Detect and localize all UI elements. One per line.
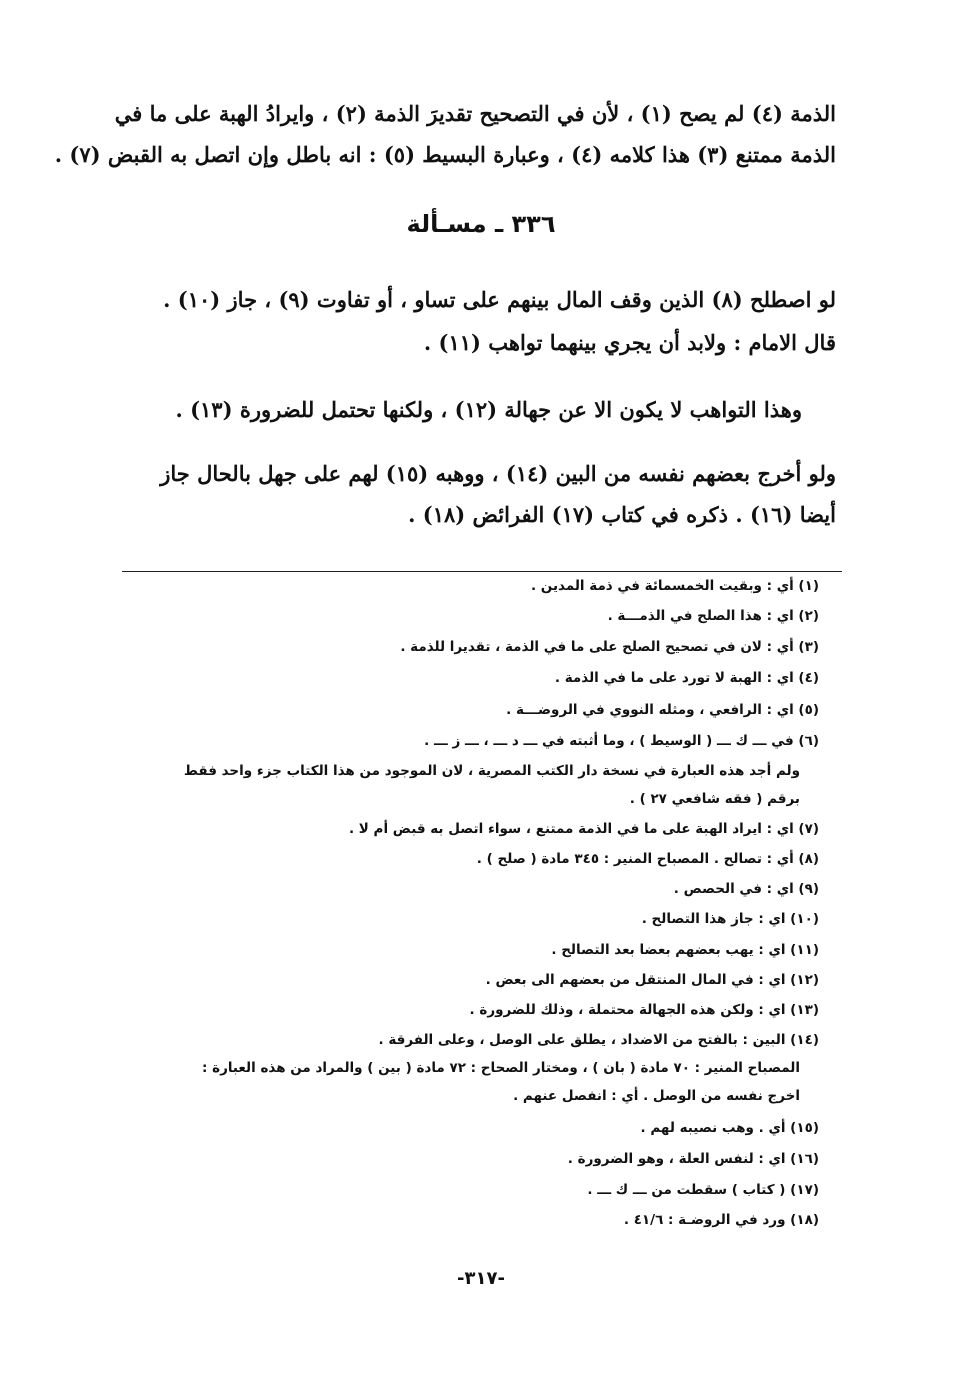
- footnote-7: (٧) اي : ايراد الهبة على ما في الذمة ممتنع ، سواء اتصل به قبض أم لا .: [348, 821, 819, 837]
- footnote-15: (١٥) أي . وهب نصيبه لهم .: [640, 1120, 819, 1136]
- paragraph-4-line-1: ولو أخرج بعضهم نفسه من البين (١٤) ، ووهبه (١٥) لهم على جهل بالحال جاز: [160, 461, 836, 486]
- footnote-6: (٦) في ـــ ك ـــ ( الوسيط ) ، وما أثبته في ـــ د ـــ ، ـــ ز ـــ .: [424, 733, 819, 749]
- footnote-11: (١١) اي : يهب بعضهم بعضا بعد التصالح .: [551, 942, 819, 958]
- footnote-3: (٣) أي : لان في تصحيح الصلح على ما في الذمة ، تقديرا للذمة .: [400, 639, 819, 655]
- footnote-14-continuation-2: اخرج نفسه من الوصل . أي : انفصل عنهم .: [513, 1088, 800, 1104]
- footnote-12: (١٢) اي : في المال المنتقل من بعضهم الى بعض .: [485, 972, 819, 988]
- footnote-14-continuation-1: المصباح المنير : ٧٠ مادة ( بان ) ، ومختار الصحاح : ٧٢ مادة ( بين ) والمراد من هذه العبارة :: [202, 1060, 800, 1076]
- footnote-4: (٤) اي : الهبة لا تورد على ما في الذمة .: [554, 670, 819, 686]
- footnote-13: (١٣) اي : ولكن هذه الجهالة محتملة ، وذلك للضرورة .: [469, 1002, 819, 1018]
- footnote-5: (٥) اي : الرافعي ، ومثله النووي في الروضـــة .: [506, 702, 819, 718]
- page-number: -٣١٧-: [457, 1268, 505, 1289]
- footnote-9: (٩) اي : في الحصص .: [673, 881, 819, 897]
- footnote-14: (١٤) البين : بالفتح من الاضداد ، يطلق على الوصل ، وعلى الفرقة .: [378, 1032, 819, 1048]
- footnote-6-continuation-1: ولم أجد هذه العبارة في نسخة دار الكتب المصرية ، لان الموجود من هذا الكتاب جزء واحد فقط: [183, 763, 800, 779]
- paragraph-2-line-2: قال الامام : ولابد أن يجري بينهما تواهب (١١) .: [423, 330, 836, 355]
- footnote-17: (١٧) ( كتاب ) سقطت من ـــ ك ـــ .: [587, 1182, 819, 1198]
- section-heading: ٣٣٦ ـ مسـألة: [406, 210, 556, 238]
- footnote-8: (٨) أي : تصالح . المصباح المنير : ٣٤٥ مادة ( صلح ) .: [476, 851, 819, 867]
- footnote-2: (٢) اي : هذا الصلح في الذمـــة .: [607, 608, 819, 624]
- footnote-6-continuation-2: برقم ( فقه شافعي ٢٧ ) .: [629, 791, 800, 807]
- footnote-18: (١٨) ورد في الروضـة : ٤١/٦ .: [623, 1212, 819, 1228]
- paragraph-4-line-2: أيضا (١٦) . ذكره في كتاب (١٧) الفرائض (١٨) .: [408, 502, 836, 527]
- paragraph-1-line-1: الذمة (٤) لم يصح (١) ، لأن في التصحيح تقديرَ الذمة (٢) ، وايرادُ الهبة على ما في: [114, 101, 836, 126]
- paragraph-3-line-1: وهذا التواهب لا يكون الا عن جهالة (١٢) ، ولكنها تحتمل للضرورة (١٣) .: [175, 397, 802, 422]
- footnote-10: (١٠) اي : جاز هذا التصالح .: [641, 911, 819, 927]
- paragraph-2-line-1: لو اصطلح (٨) الذين وقف المال بينهم على تساو ، أو تفاوت (٩) ، جاز (١٠) .: [163, 287, 836, 312]
- footnote-1: (١) أي : وبقيت الخمسمائة في ذمة المدين .: [530, 578, 819, 594]
- footnote-16: (١٦) اي : لنفس العلة ، وهو الضرورة .: [567, 1151, 819, 1167]
- paragraph-1-line-2: الذمة ممتنع (٣) هذا كلامه (٤) ، وعبارة البسيط (٥) : انه باطل وإن اتصل به القبض (٧) .: [54, 142, 836, 167]
- footnote-separator: [122, 571, 842, 572]
